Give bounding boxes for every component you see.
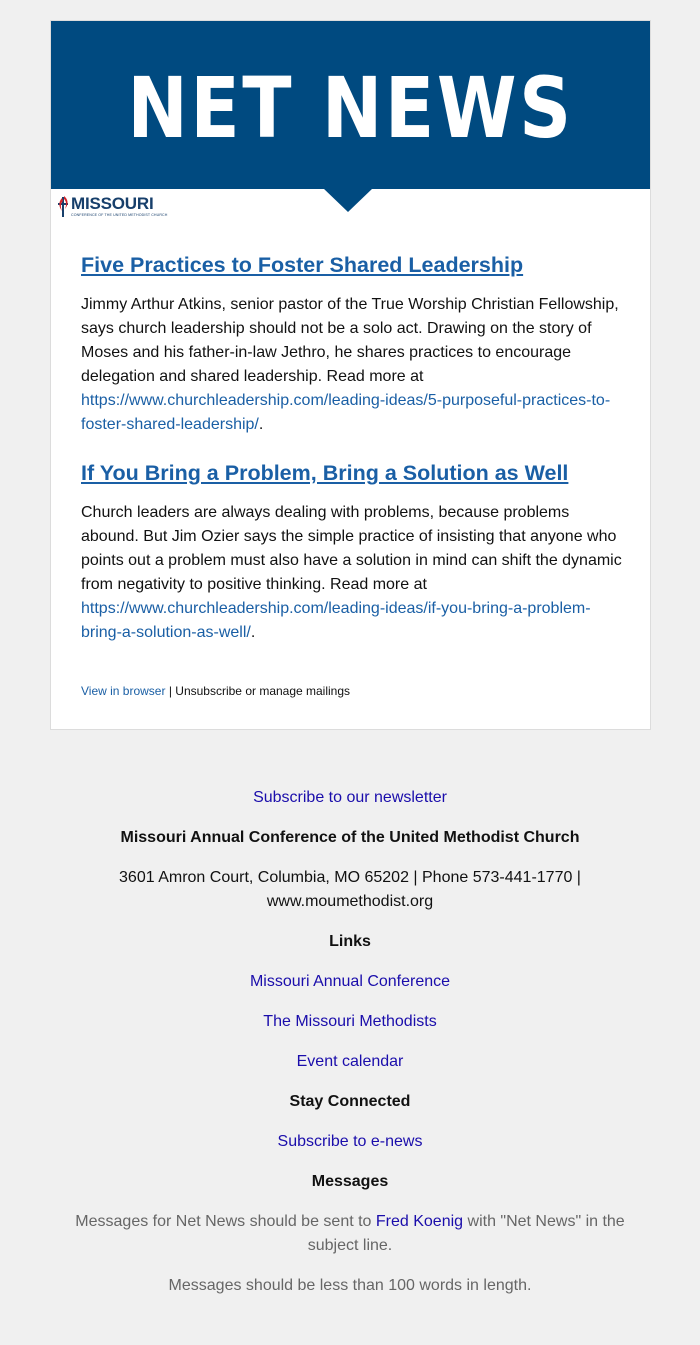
article-2-body: Church leaders are always dealing with problems, because problems abound. But Jim Ozier says the simple practice of insisting that anyone who points out a problem must also have a solution in mind can shift the dynamic from negativity to positive thinking. Read more at https://www.churchleadership.com/leading-ideas/if-you-bring-a-problem-bring-a-solution-as-well/. xyxy=(81,504,622,641)
messages-pre: Messages for Net News should be sent to xyxy=(75,1213,376,1230)
meta-separator: | xyxy=(165,684,176,698)
messages-heading: Messages xyxy=(311,1173,389,1190)
net-news-banner xyxy=(51,21,650,189)
newsletter-card xyxy=(50,20,651,730)
article-2-link[interactable]: https://www.churchleadership.com/leading-ideas/if-you-bring-a-problem-bring-a-solution-as-well/ xyxy=(81,600,591,641)
logo-wordmark: MISSOURI xyxy=(71,194,154,213)
subscribe-enews-link[interactable]: Subscribe to e-news xyxy=(277,1133,423,1150)
article-2-text: Church leaders are always dealing with problems, because problems abound. But Jim Ozier says the simple practice of insisting that anyone who points out a problem must also have a solution in mind can shift the dynamic from negativity to positive thinking. Read more at xyxy=(81,504,622,593)
unsubscribe-link[interactable]: Unsubscribe or manage mailings xyxy=(175,684,351,698)
subscribe-newsletter-link[interactable]: Subscribe to our newsletter xyxy=(253,789,447,806)
article-1 xyxy=(81,252,626,437)
logo-subtitle: CONFERENCE OF THE UNITED METHODIST CHURCH xyxy=(71,213,168,217)
cross-flame-icon xyxy=(57,195,69,217)
article-1-link[interactable]: https://www.churchleadership.com/leading-ideas/5-purposeful-practices-to-foster-shared-leadership/ xyxy=(81,392,611,433)
missouri-annual-conference-link[interactable]: Missouri Annual Conference xyxy=(249,973,451,990)
missouri-conference-logo xyxy=(57,195,167,218)
article-1-text: Jimmy Arthur Atkins, senior pastor of the True Worship Christian Fellowship, says church leadership should not be a solo act. Drawing on the story of Moses and his father-in-law Jethro, he shares practices to encourage delegation and shared leadership. Read more at xyxy=(81,296,619,385)
footer xyxy=(0,786,700,1314)
messages-length-note: Messages should be less than 100 words in length. xyxy=(168,1277,532,1294)
messages-post: with "Net News" in the subject line. xyxy=(307,1213,625,1254)
links-heading: Links xyxy=(329,933,371,950)
messages-instructions xyxy=(70,1210,630,1258)
missouri-methodists-link[interactable]: The Missouri Methodists xyxy=(263,1013,437,1030)
event-calendar-link[interactable]: Event calendar xyxy=(296,1053,404,1070)
org-name: Missouri Annual Conference of the United Methodist Church xyxy=(120,829,580,846)
article-2 xyxy=(81,460,626,645)
mailing-options xyxy=(81,684,350,698)
fred-koenig-link[interactable]: Fred Koenig xyxy=(375,1213,464,1230)
stay-connected-heading: Stay Connected xyxy=(289,1093,411,1110)
org-address: 3601 Amron Court, Columbia, MO 65202 | Phone 573-441-1770 | www.moumethodist.org xyxy=(119,869,581,910)
article-1-title[interactable]: Five Practices to Foster Shared Leadership xyxy=(81,253,524,277)
banner-notch xyxy=(323,188,373,212)
article-2-title[interactable]: If You Bring a Problem, Bring a Solution as Well xyxy=(81,461,569,485)
view-in-browser-link[interactable]: View in browser xyxy=(81,684,166,698)
article-1-body: Jimmy Arthur Atkins, senior pastor of the True Worship Christian Fellowship, says church leadership should not be a solo act. Drawing on the story of Moses and his father-in-law Jethro, he shares practices to encourage delegation and shared leadership. Read more at https://www.churchleadership.com/leading-ideas/5-purposeful-practices-to-foster-shared-leadership/. xyxy=(81,296,619,433)
banner-title: NET NEWS xyxy=(127,59,574,157)
